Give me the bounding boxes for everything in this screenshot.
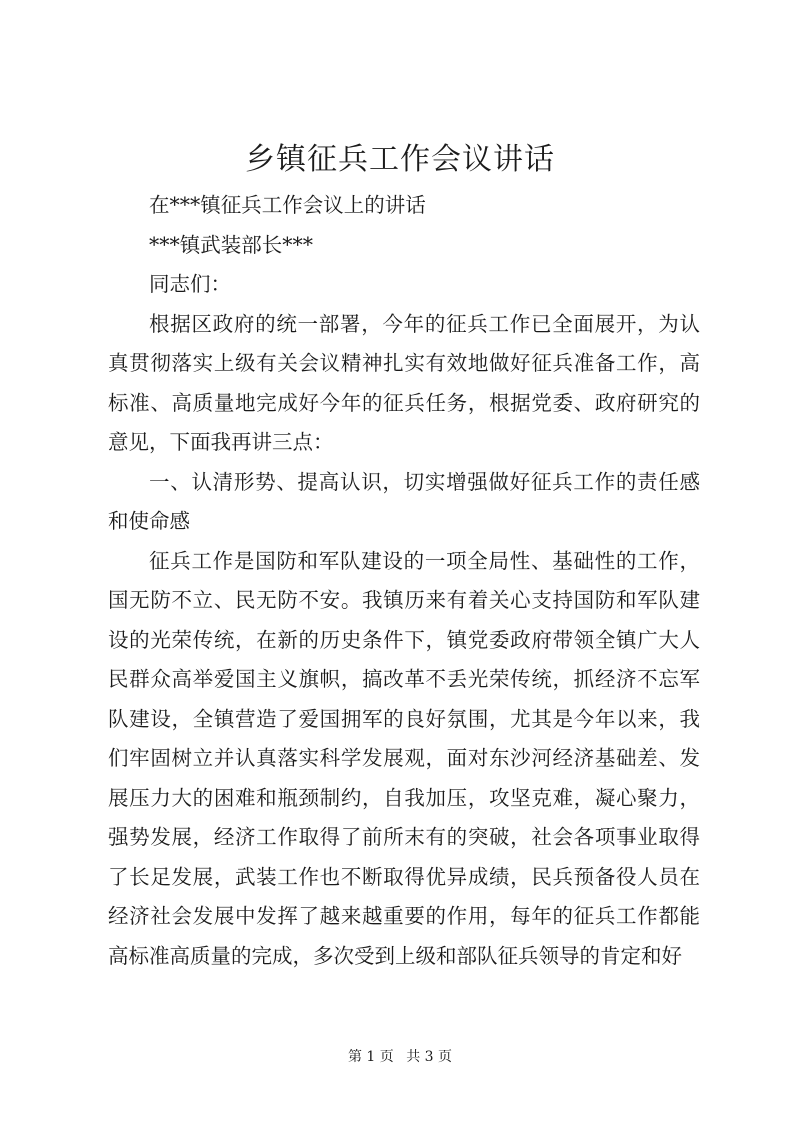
page-footer bbox=[0, 1047, 800, 1067]
intro-paragraph: 根据区政府的统一部署，今年的征兵工作已全面展开，为认真贯彻落实上级有关会议精神扎实有效地做好征兵准备工作，高标准、高质量地完成好今年的征兵任务，根据党委、政府研究的意见，下面我再讲三点： bbox=[108, 311, 700, 454]
page-total: 共 3 页 bbox=[406, 1049, 453, 1065]
body-paragraph: 征兵工作是国防和军队建设的一项全局性、基础性的工作，国无防不立、民无防不安。我镇历来有着关心支持国防和军队建设的光荣传统，在新的历史条件下，镇党委政府带领全镇广大人民群众高举爱国主义旗帜，搞改革不丢光荣传统，抓经济不忘军队建设，全镇营造了爱国拥军的良好氛围，尤其是今年以来，我们牢固树立并认真落实科学发展观，面对东沙河经济基础差、发展压力大的困难和瓶颈制约，自我加压，攻坚克难，凝心聚力，强势发展，经济工作取得了前所末有的突破，社会各项事业取得了长足发展，武装工作也不断取得优异成绩，民兵预备役人员在经济社会发展中发挥了越来越重要的作用，每年的征兵工作都能高标准高质量的完成，多次受到上级和部队征兵领导的肯定和好 bbox=[108, 548, 700, 968]
page-number: 第 1 页 bbox=[347, 1049, 394, 1065]
document-title: 乡镇征兵工作会议讲话 bbox=[245, 142, 555, 177]
section-heading-1: 一、认清形势、提高认识，切实增强做好征兵工作的责任感和使命感 bbox=[108, 469, 700, 533]
salutation: 同志们： bbox=[149, 272, 231, 296]
speaker-line: ***镇武装部长*** bbox=[149, 232, 313, 257]
document-body bbox=[108, 186, 700, 976]
speech-heading: 在***镇征兵工作会议上的讲话 bbox=[149, 193, 426, 217]
